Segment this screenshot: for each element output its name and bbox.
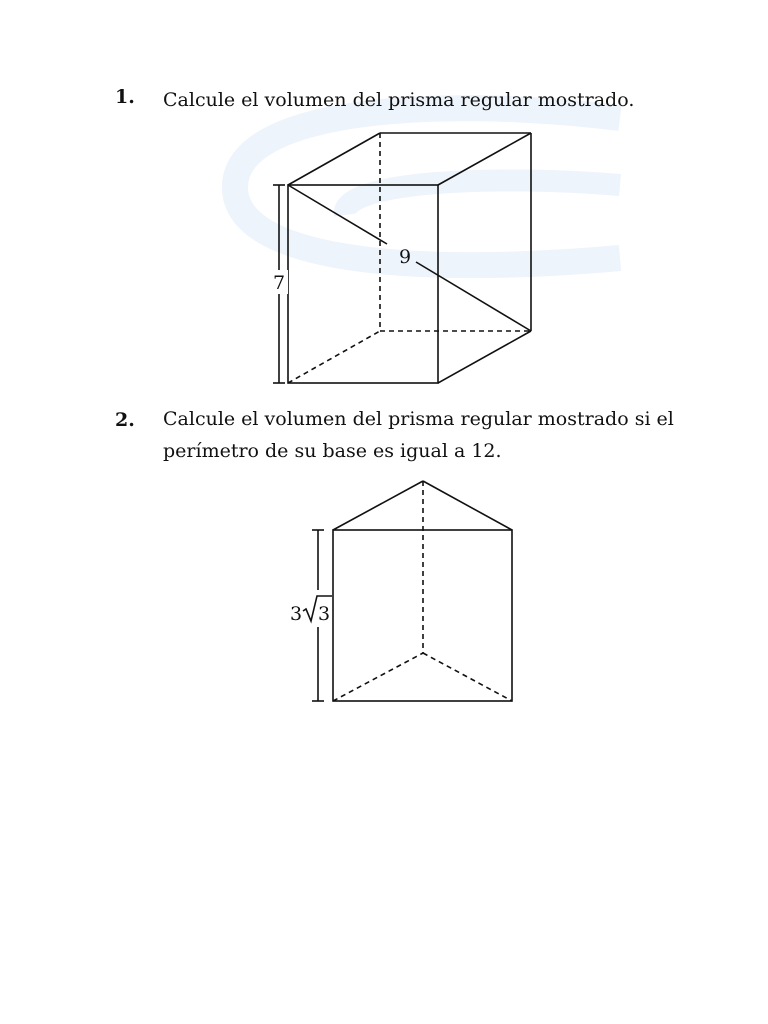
problem-1-text: Calcule el volumen del prisma regular mostrado. <box>163 89 635 111</box>
height-label-7: 7 <box>273 272 286 294</box>
problem-2-number: 2. <box>115 409 135 431</box>
problem-1-number: 1. <box>115 86 135 108</box>
height-label-radicand: 3 <box>318 603 331 625</box>
diagonal-label-9: 9 <box>399 246 412 268</box>
problem-2-text-line-2: perímetro de su base es igual a 12. <box>163 440 502 462</box>
problem-2-text-line-1: Calcule el volumen del prisma regular mostrado si el <box>163 408 674 430</box>
height-label-coefficient: 3 <box>290 603 303 625</box>
